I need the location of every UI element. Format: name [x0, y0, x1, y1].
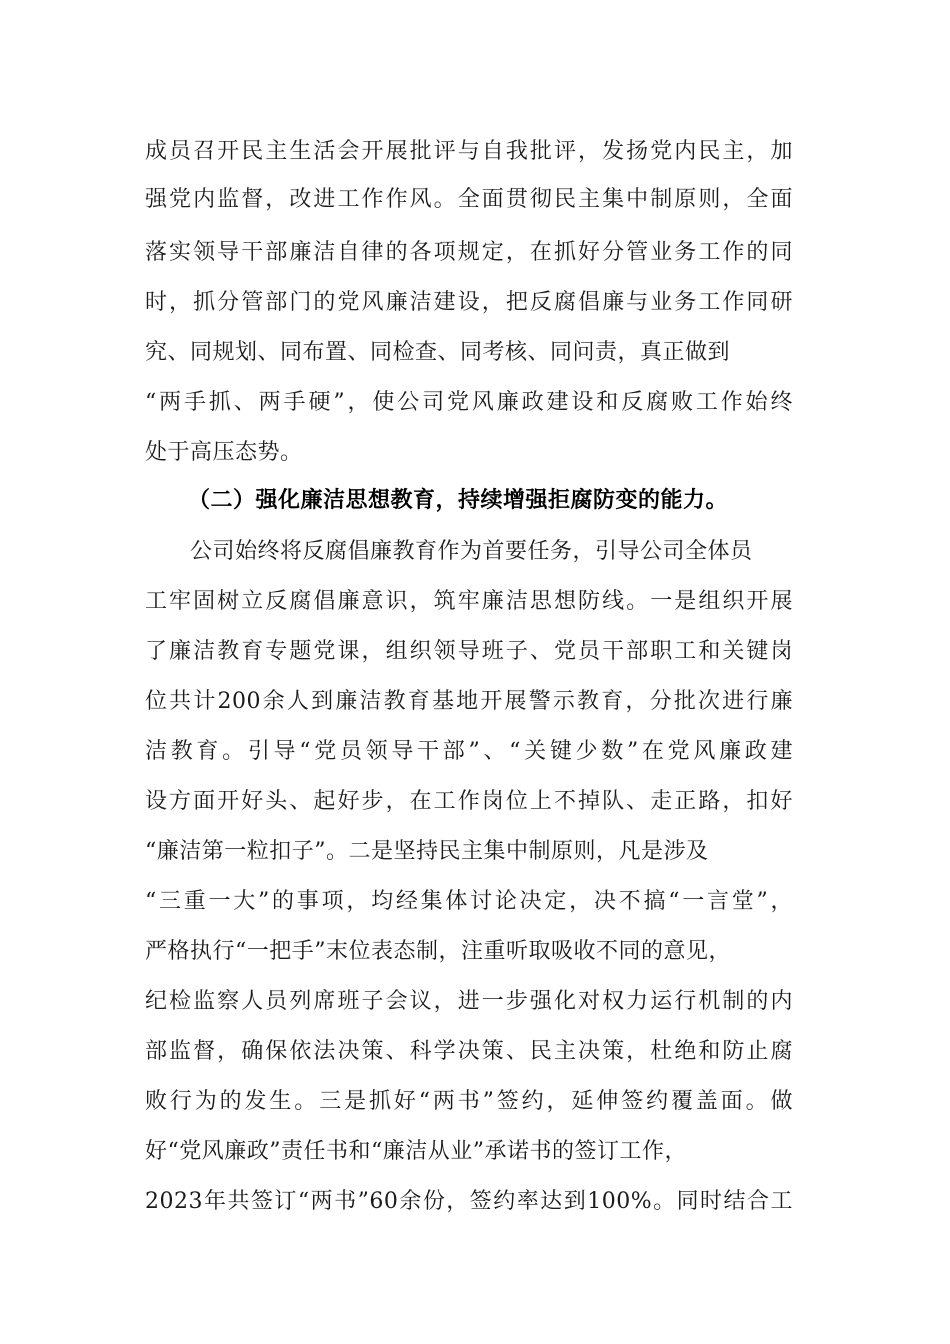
paragraph-line: 洁教育。引导“党员领导干部”、“关键少数”在党风廉政建	[145, 739, 793, 764]
paragraph-line: 处于高压态势。	[145, 440, 303, 465]
paragraph-line: “三重一大”的事项，均经集体讨论决定，决不搞“一言堂”，	[145, 889, 793, 914]
paragraph-line: 时，抓分管部门的党风廉洁建设，把反腐倡廉与业务工作同研	[145, 290, 793, 315]
paragraph-line: “两手抓、两手硬”，使公司党风廉政建设和反腐败工作始终	[145, 390, 793, 415]
paragraph-line: “廉洁第一粒扣子”。二是坚持民主集中制原则，凡是涉及	[145, 839, 709, 864]
paragraph-line: 公司始终将反腐倡廉教育作为首要任务，引导公司全体员	[190, 539, 753, 564]
paragraph-line: 纪检监察人员列席班子会议，进一步强化对权力运行机制的内	[145, 989, 793, 1014]
paragraph-line: 位共计200余人到廉洁教育基地开展警示教育，分批次进行廉	[145, 689, 793, 714]
paragraph-line: 好“党风廉政”责任书和“廉洁从业”承诺书的签订工作，	[145, 1139, 687, 1164]
paragraph-line: 设方面开好头、起好步，在工作岗位上不掉队、走正路，扣好	[145, 789, 793, 814]
paragraph-line: 落实领导干部廉洁自律的各项规定，在抓好分管业务工作的同	[145, 240, 793, 265]
paragraph-line: 了廉洁教育专题党课，组织领导班子、党员干部职工和关键岗	[145, 639, 793, 664]
paragraph-line: 成员召开民主生活会开展批评与自我批评，发扬党内民主，加	[145, 139, 793, 164]
paragraph-line: 究、同规划、同布置、同检查、同考核、同问责，真正做到	[145, 340, 731, 365]
paragraph-line: 严格执行“一把手”末位表态制，注重听取吸收不同的意见，	[145, 939, 731, 964]
paragraph-line: 部监督，确保依法决策、科学决策、民主决策，杜绝和防止腐	[145, 1039, 793, 1064]
paragraph-line: 败行为的发生。三是抓好“两书”签约，延伸签约覆盖面。做	[145, 1089, 793, 1114]
section-heading: （二）强化廉洁思想教育，持续增强拒腐防变的能力。	[188, 487, 729, 513]
paragraph-line: 工牢固树立反腐倡廉意识，筑牢廉洁思想防线。一是组织开展	[145, 589, 793, 614]
paragraph-line: 2023年共签订“两书”60余份，签约率达到100%。同时结合工	[145, 1189, 793, 1214]
paragraph-line: 强党内监督，改进工作作风。全面贯彻民主集中制原则，全面	[145, 187, 793, 212]
